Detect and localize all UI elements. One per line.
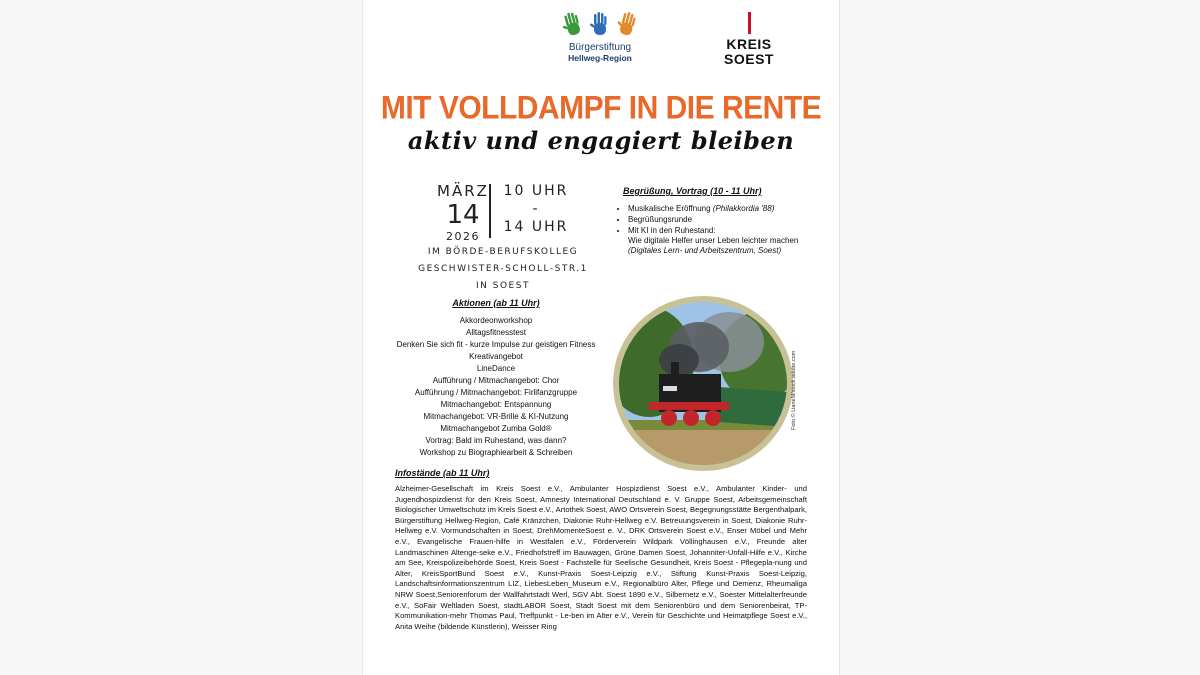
buergerstiftung-name: Bürgerstiftung [568,42,632,53]
list-item [628,215,838,225]
kreis-soest-line2: SOEST [724,51,774,67]
venue-line: IM BÖRDE-BERUFSKOLLEG [427,247,579,257]
list-item: Aufführung / Mitmachangebot: Chor [432,376,560,385]
event-time-start: 10 UHR [503,183,569,199]
aktionen-section [381,298,611,459]
list-item: Aufführung / Mitmachangebot: Firlifanzgruppe [414,388,578,397]
list-item: Denken Sie sich fit - kurze Impulse zur geistigen Fitness [396,340,596,349]
photo-credit-text: Foto © LianeM/stock.adobe.com [791,350,797,430]
steam-train-icon [619,302,787,465]
orange-hand-icon [614,10,640,40]
event-venue [388,244,618,295]
flyer-subtitle: aktiv und engagiert bleiben [407,126,795,155]
kreis-soest-bar-icon [748,12,751,34]
venue-line: IN SOEST [476,281,530,291]
greeting-item-line2: Wie digitale Helfer unser Leben leichter machen [628,236,799,245]
list-item: Mitmachangebot: Entspannung [440,400,552,409]
event-day: 14 [446,200,480,230]
list-item [628,204,838,214]
photo-credit [791,330,801,430]
flyer-page [362,0,840,675]
list-item: LineDance [476,364,516,373]
aktionen-heading: Aktionen (ab 11 Uhr) [452,298,540,308]
steam-train-photo [619,302,787,465]
greeting-section [613,186,838,257]
greeting-item-text: Begrüßungsrunde [628,215,693,224]
greeting-item-text: Musikalische Eröffnung [628,204,713,213]
list-item [628,226,838,256]
flyer-title: MIT VOLLDAMPF IN DIE RENTE [380,90,822,127]
list-item: Mitmachangebot: VR-Brille & KI-Nutzung [423,412,569,421]
list-item: Kreativangebot [469,352,523,361]
list-item: Akkordeonworkshop [459,316,533,325]
kreis-soest-logo [718,12,780,70]
greeting-item-note: (Digitales Lern- und Arbeitszentrum, Soest) [628,246,782,255]
green-hand-icon [560,10,586,40]
infostaende-section [395,468,807,632]
blue-hand-icon [587,10,613,40]
list-item: Alltagsfitnesstest [465,328,527,337]
list-item: Workshop zu Biographiearbeit & Schreiben [419,448,573,457]
infostaende-text: Alzheimer-Gesellschaft im Kreis Soest e.V., Ambulanter Hospizdienst Soest e.V., Ambulanter Kinder- und Jugendhospizdienst für den Kreis Soest, Amnesty International Deutschland e. V. Gruppe Soest, Arbeitsgemeinschaft Biologischer Umweltschutz im Kreis Soest e.V., Artothek Soest, AWO Ortsverein Soest, Begegnungsstätte Bergenthalpark, Bürgerstiftung Hellweg-Region, Café Kränzchen, Diakonie Ruhr-Hellweg e.V. Betreuungsverein in Soest, Diakonie Ruhr-Hellweg e.V. Vormundschaften in Soest, DrehMomenteSoest e. V., DRK Ortsverein Soest e.V., Enser Möbel und Mehr e.V., Evangelische Frauen-hilfe in Westfalen e.V., Förderverein Wildpark Völlinghausen e.V., Freunde alter Landmaschinen Altenge-seke e.V., Friedhofstreff im Bauwagen, Grüne Damen Soest, Johanniter-Unfall-Hilfe e.V., Kirche am See, Kreispolizeibehörde Soest, Kreis Soest - Fachstelle für Seelische Gesundheit, Kreis Soest - Pflegepla-nung und Alter, KreisSportBund Soest e.V., Kunst-Praxis Soest-Leipzig e.V., Stiftung Kunst-Praxis Soest-Leipzig, Landschaftsinformationszentrum LIZ, LiebesLeben_Museum e.V., Regionalbüro Alter, Pflege und Demenz, Rheumaliga NRW Soest,Seniorenforum der Wallfahrtstadt Werl, SGV Abt. Soest 1890 e.V., Silbernetz e.V., Soester Mittelalterfreunde e.V., SoFair Weltladen Soest, stadtLABOR Soest, Stadt Soest mit dem Seniorenbüro und dem Seniorenbeirat, TP-Kommunikation-mehr Thomas Paul, Treffpunkt - Le-ben im Alter e.V., Verein für Geschichte und Heimatpflege Soest e.V., Anita Weihe (bildende Künstlerin), Weisser Ring [395,484,807,631]
greeting-item-note: (Philakkordia '88) [712,204,775,213]
event-time-end: 14 UHR [503,219,569,235]
list-item: Vortrag: Bald im Ruhestand, was dann? [425,436,567,445]
hands-icon [558,10,642,40]
event-date [423,182,503,244]
buergerstiftung-logo [558,10,642,70]
event-time [496,182,576,236]
date-divider [489,184,491,238]
event-month: MÄRZ [437,182,489,200]
infostaende-heading: Infostände (ab 11 Uhr) [395,468,490,478]
greeting-list [613,204,838,256]
event-time-separator: - [532,201,540,217]
greeting-heading: Begrüßung, Vortrag (10 - 11 Uhr) [623,186,762,196]
greeting-item-text: Mit KI in den Ruhestand: [628,226,716,235]
list-item: Mitmachangebot Zumba Gold® [440,424,552,433]
venue-line: GESCHWISTER-SCHOLL-STR.1 [418,264,588,274]
kreis-soest-line1: KREIS [726,36,772,52]
buergerstiftung-region: Hellweg-Region [568,53,632,63]
event-year: 2026 [446,230,480,243]
